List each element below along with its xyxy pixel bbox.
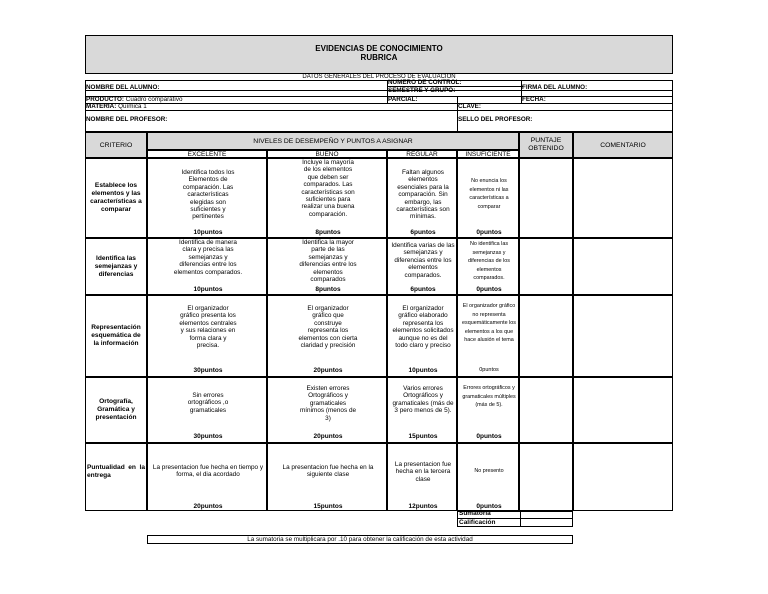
- title-line-2: RUBRICA: [360, 53, 398, 62]
- level-cell-regular: Faltan algunos elementos esenciales para la comparación. Sin embargo, las características son mínimas. 6puntos: [387, 158, 457, 238]
- level-header-excelente: EXCELENTE: [147, 150, 267, 158]
- materia-value: Química 1: [118, 103, 147, 110]
- comentario-header: COMENTARIO: [573, 132, 673, 158]
- level-cell-bueno: El organizador gráfico que construye representa los elementos con cierta claridad y precisión 20puntos: [267, 295, 387, 377]
- puntaje-cell[interactable]: [519, 295, 573, 377]
- level-cell-bueno: La presentacion fue hecha en la siguiente clase 15puntos: [267, 443, 387, 511]
- comentario-cell[interactable]: [573, 377, 673, 443]
- comentario-cell[interactable]: [573, 443, 673, 511]
- criterio-cell: Puntualidad en la entrega: [85, 443, 147, 511]
- level-cell-excelente: Sin errores ortográficos ,o gramaticales 30puntos: [147, 377, 267, 443]
- clave-label: CLAVE:: [458, 103, 481, 110]
- rubric-title: [85, 35, 673, 74]
- puntaje-cell[interactable]: [519, 238, 573, 295]
- footer-note: La sumatoria se multiplicara por .10 para obtener la calificación de esta actividad: [147, 535, 573, 544]
- level-cell-regular: Identifica varias de las semejanzas y diferencias entre los elementos comparados. 6puntos: [387, 238, 457, 295]
- puntaje-header: PUNTAJE OBTENIDO: [519, 132, 573, 158]
- level-header-insuficiente: INSUFICIENTE: [457, 150, 519, 158]
- level-cell-bueno: Existen errores Ortográficos y gramaticales mínimos (menos de 3) 20puntos: [267, 377, 387, 443]
- level-cell-insuficiente: El organizador gráfico no representa esquemáticamente los elementos a los que hace alusión el tema 0puntos: [457, 295, 519, 377]
- niveles-header: NIVELES DE DESEMPEÑO Y PUNTOS A ASIGNAR: [147, 132, 519, 150]
- materia-field: [86, 103, 147, 110]
- level-cell-excelente: Identifica todos los Elementos de comparación. Las características elegidas son suficientes y pertinentes 10puntos: [147, 158, 267, 238]
- comentario-cell[interactable]: [573, 238, 673, 295]
- level-cell-insuficiente: No enuncia los elementos ni las características a comparar 0puntos: [457, 158, 519, 238]
- parcial-label: PARCIAL:: [388, 96, 418, 103]
- calificacion-value-cell[interactable]: [520, 518, 573, 527]
- criterio-cell: Identifica las semejanzas y diferencias: [85, 238, 147, 295]
- criterio-cell: Establece los elementos y las características a comparar: [85, 158, 147, 238]
- nombre-alumno-label: NOMBRE DEL ALUMNO:: [86, 84, 160, 91]
- level-cell-insuficiente: Errores ortográficos y gramaticales múltiples (más de 5). 0puntos: [457, 377, 519, 443]
- numero-control-label: NUMERO DE CONTROL:: [388, 79, 462, 86]
- comentario-cell[interactable]: [573, 158, 673, 238]
- producto-field: [86, 96, 182, 103]
- puntaje-cell[interactable]: [519, 377, 573, 443]
- nombre-profesor-label: NOMBRE DEL PROFESOR:: [86, 116, 168, 123]
- producto-value: Cuadro comparativo: [125, 96, 183, 103]
- fecha-label: FECHA:: [522, 96, 546, 103]
- criterio-header: CRITERIO: [85, 132, 147, 158]
- level-cell-excelente: Identifica de manera clara y precisa las semejanzas y diferencias entre los elementos comparados. 10puntos: [147, 238, 267, 295]
- level-cell-insuficiente: No identifica las semejanzas y diferencias de los elementos comparados. 0puntos: [457, 238, 519, 295]
- puntaje-cell[interactable]: [519, 158, 573, 238]
- criterio-cell: Representación esquemática de la información: [85, 295, 147, 377]
- level-cell-bueno: Identifica la mayor parte de las semejanzas y diferencias entre los elementos comparados 8puntos: [267, 238, 387, 295]
- level-cell-insuficiente: No presento 0puntos: [457, 443, 519, 511]
- level-header-bueno: BUENO: [267, 150, 387, 158]
- level-cell-regular: El organizador gráfico elaborado representa los elementos solicitados aunque no es del todo claro y preciso 10puntos: [387, 295, 457, 377]
- level-cell-excelente: El organizador gráfico presenta los elementos centrales y sus relaciones en forma clara y precisa. 30puntos: [147, 295, 267, 377]
- level-cell-regular: La presentacion fue hecha en la tercera clase 12puntos: [387, 443, 457, 511]
- materia-label: MATERIA:: [86, 103, 117, 110]
- firma-alumno-label: FIRMA DEL ALUMNO:: [522, 84, 588, 91]
- puntaje-cell[interactable]: [519, 443, 573, 511]
- level-cell-bueno: Incluye la mayoría de los elementos que deben ser comparados. Las características son suficientes para realizar una buena comparación. 8puntos: [267, 158, 387, 238]
- criterio-cell: Ortografía, Gramática y presentación: [85, 377, 147, 443]
- semestre-grupo-label: SEMESTRE Y GRUPO:: [388, 87, 456, 94]
- comentario-cell[interactable]: [573, 295, 673, 377]
- producto-label: PRODUCTO:: [86, 96, 125, 103]
- calificacion-label-cell: Calificación: [457, 518, 521, 527]
- title-line-1: EVIDENCIAS DE CONOCIMIENTO: [315, 44, 443, 53]
- level-cell-regular: Varios errores Ortográficos y gramaticales (más de 3 pero menos de 5). 15puntos: [387, 377, 457, 443]
- level-cell-excelente: La presentacion fue hecha en tiempo y forma, el dia acordado 20puntos: [147, 443, 267, 511]
- sello-profesor-label: SELLO DEL PROFESOR:: [458, 116, 533, 123]
- sumatoria-label-cell: Sumatoria: [457, 511, 521, 519]
- subtitle: DATOS GENERALES DEL PROCESO DE EVALUACION: [302, 74, 456, 80]
- level-header-regular: REGULAR: [387, 150, 457, 158]
